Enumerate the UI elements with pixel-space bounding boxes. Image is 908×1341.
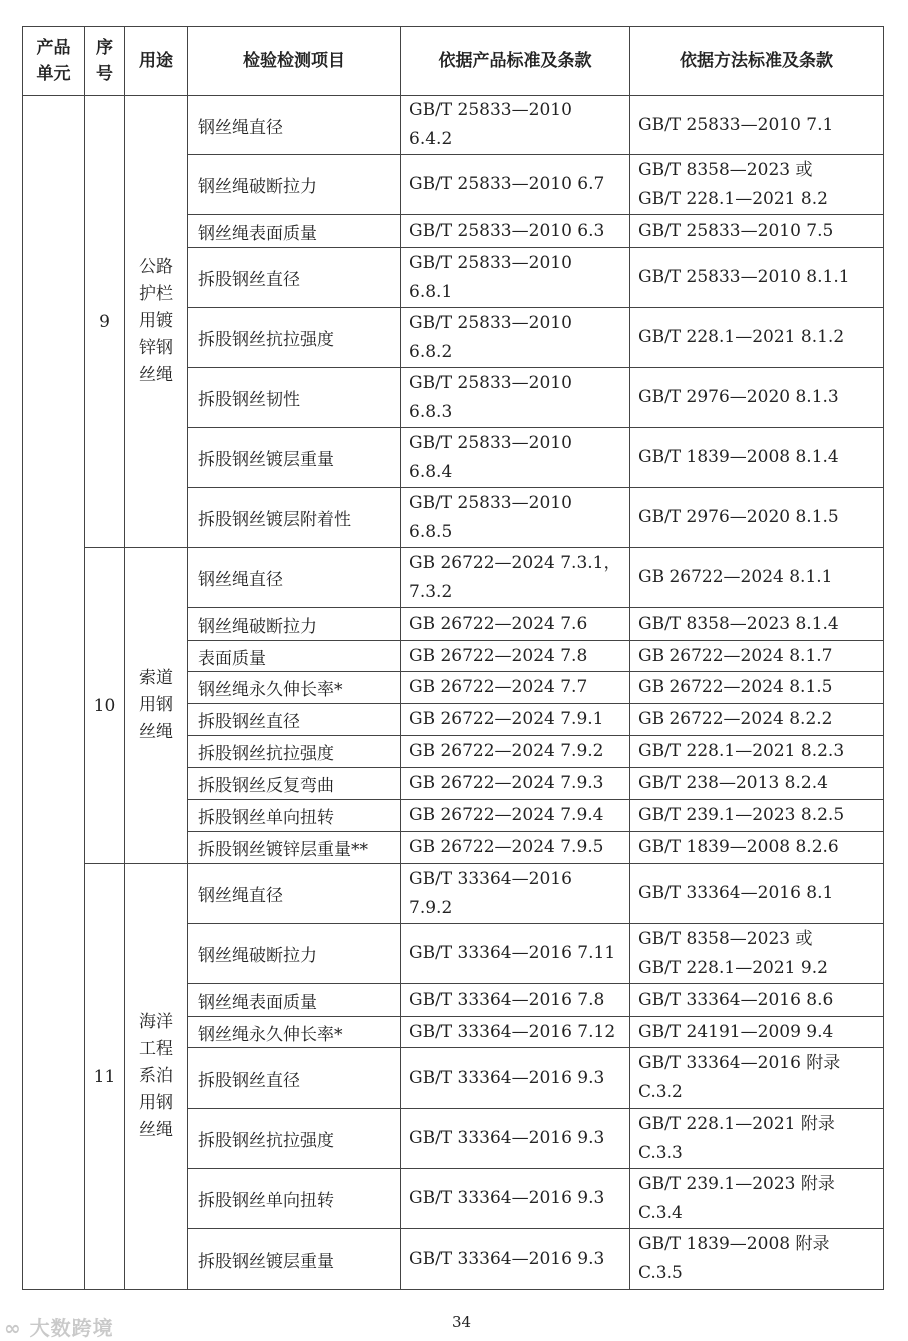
inspection-item-cell: 钢丝绳永久伸长率* [188, 1017, 401, 1048]
method-standard-cell: GB/T 24191—2009 9.4 [630, 1017, 884, 1048]
product-standard-cell: GB/T 25833—2010 6.8.1 [401, 248, 630, 308]
method-standard-cell: GB/T 2976—2020 8.1.3 [630, 368, 884, 428]
product-standard-cell: GB/T 33364—2016 7.12 [401, 1017, 630, 1048]
method-standard-cell: GB/T 25833—2010 7.5 [630, 215, 884, 248]
method-standard-cell: GB 26722—2024 8.2.2 [630, 704, 884, 736]
method-standard-cell: GB/T 2976—2020 8.1.5 [630, 488, 884, 548]
inspection-item-cell: 拆股钢丝镀锌层重量** [188, 832, 401, 864]
product-unit-cell [23, 96, 85, 1290]
seq-cell: 9 [85, 96, 125, 548]
header-item: 检验检测项目 [188, 27, 401, 96]
inspection-item-cell: 钢丝绳破断拉力 [188, 608, 401, 641]
method-standard-cell: GB/T 228.1—2021 8.1.2 [630, 308, 884, 368]
method-standard-cell: GB/T 1839—2008 8.1.4 [630, 428, 884, 488]
watermark-logo: ∞ 大数跨境 [4, 1316, 114, 1340]
method-standard-cell: GB/T 8358—2023 或 GB/T 228.1—2021 8.2 [630, 155, 884, 215]
method-standard-cell: GB 26722—2024 8.1.7 [630, 641, 884, 672]
product-standard-cell: GB/T 25833—2010 6.4.2 [401, 96, 630, 155]
inspection-item-cell: 拆股钢丝抗拉强度 [188, 308, 401, 368]
header-product-standard: 依据产品标准及条款 [401, 27, 630, 96]
method-standard-cell: GB/T 239.1—2023 附录 C.3.4 [630, 1169, 884, 1229]
product-standard-cell: GB 26722—2024 7.6 [401, 608, 630, 641]
header-use: 用途 [125, 27, 188, 96]
method-standard-cell: GB/T 239.1—2023 8.2.5 [630, 800, 884, 832]
method-standard-cell: GB/T 25833—2010 7.1 [630, 96, 884, 155]
method-standard-cell: GB 26722—2024 8.1.5 [630, 672, 884, 704]
inspection-item-cell: 拆股钢丝直径 [188, 248, 401, 308]
use-cell: 海洋 工程 系泊 用钢 丝绳 [125, 864, 188, 1290]
product-standard-cell: GB 26722—2024 7.3.1， 7.3.2 [401, 548, 630, 608]
product-standard-cell: GB/T 25833—2010 6.3 [401, 215, 630, 248]
inspection-item-cell: 拆股钢丝抗拉强度 [188, 736, 401, 768]
product-standard-cell: GB/T 25833—2010 6.8.5 [401, 488, 630, 548]
method-standard-cell: GB 26722—2024 8.1.1 [630, 548, 884, 608]
method-standard-cell: GB/T 1839—2008 8.2.6 [630, 832, 884, 864]
method-standard-cell: GB/T 8358—2023 8.1.4 [630, 608, 884, 641]
inspection-item-cell: 拆股钢丝镀层重量 [188, 1229, 401, 1290]
table-row [23, 96, 884, 155]
inspection-item-cell: 拆股钢丝单向扭转 [188, 800, 401, 832]
product-standard-cell: GB/T 25833—2010 6.8.2 [401, 308, 630, 368]
inspection-item-cell: 拆股钢丝抗拉强度 [188, 1109, 401, 1169]
product-standard-cell: GB 26722—2024 7.7 [401, 672, 630, 704]
method-standard-cell: GB/T 1839—2008 附录 C.3.5 [630, 1229, 884, 1290]
use-cell: 索道 用钢 丝绳 [125, 548, 188, 864]
inspection-item-cell: 钢丝绳直径 [188, 548, 401, 608]
method-standard-cell: GB/T 228.1—2021 附录 C.3.3 [630, 1109, 884, 1169]
method-standard-cell: GB/T 228.1—2021 8.2.3 [630, 736, 884, 768]
inspection-item-cell: 拆股钢丝韧性 [188, 368, 401, 428]
product-standard-cell: GB 26722—2024 7.9.1 [401, 704, 630, 736]
header-method-standard: 依据方法标准及条款 [630, 27, 884, 96]
inspection-item-cell: 拆股钢丝直径 [188, 1048, 401, 1109]
inspection-item-cell: 钢丝绳表面质量 [188, 984, 401, 1017]
product-standard-cell: GB/T 25833—2010 6.8.3 [401, 368, 630, 428]
table-header-row [23, 27, 884, 96]
product-standard-cell: GB/T 33364—2016 9.3 [401, 1229, 630, 1290]
table-row [23, 864, 884, 924]
header-product-unit: 产品 单元 [23, 27, 85, 96]
method-standard-cell: GB/T 238—2013 8.2.4 [630, 768, 884, 800]
product-standard-cell: GB/T 33364—2016 7.9.2 [401, 864, 630, 924]
inspection-item-cell: 表面质量 [188, 641, 401, 672]
product-standard-cell: GB/T 33364—2016 7.11 [401, 924, 630, 984]
product-standard-cell: GB 26722—2024 7.9.5 [401, 832, 630, 864]
inspection-item-cell: 拆股钢丝单向扭转 [188, 1169, 401, 1229]
page-number: 34 [452, 1313, 472, 1331]
inspection-item-cell: 拆股钢丝直径 [188, 704, 401, 736]
inspection-item-cell: 拆股钢丝镀层重量 [188, 428, 401, 488]
inspection-item-cell: 钢丝绳表面质量 [188, 215, 401, 248]
method-standard-cell: GB/T 8358—2023 或 GB/T 228.1—2021 9.2 [630, 924, 884, 984]
method-standard-cell: GB/T 25833—2010 8.1.1 [630, 248, 884, 308]
product-standard-cell: GB/T 25833—2010 6.7 [401, 155, 630, 215]
inspection-item-cell: 拆股钢丝反复弯曲 [188, 768, 401, 800]
use-cell: 公路 护栏 用镀 锌钢 丝绳 [125, 96, 188, 548]
product-standard-cell: GB/T 33364—2016 9.3 [401, 1169, 630, 1229]
inspection-item-cell: 钢丝绳直径 [188, 96, 401, 155]
inspection-standards-table [22, 26, 884, 1290]
product-standard-cell: GB/T 25833—2010 6.8.4 [401, 428, 630, 488]
product-standard-cell: GB 26722—2024 7.9.4 [401, 800, 630, 832]
inspection-item-cell: 钢丝绳直径 [188, 864, 401, 924]
inspection-item-cell: 钢丝绳永久伸长率* [188, 672, 401, 704]
method-standard-cell: GB/T 33364—2016 8.1 [630, 864, 884, 924]
product-standard-cell: GB/T 33364—2016 9.3 [401, 1048, 630, 1109]
header-seq: 序 号 [85, 27, 125, 96]
inspection-item-cell: 钢丝绳破断拉力 [188, 924, 401, 984]
method-standard-cell: GB/T 33364—2016 8.6 [630, 984, 884, 1017]
product-standard-cell: GB 26722—2024 7.9.2 [401, 736, 630, 768]
method-standard-cell: GB/T 33364—2016 附录 C.3.2 [630, 1048, 884, 1109]
product-standard-cell: GB/T 33364—2016 9.3 [401, 1109, 630, 1169]
inspection-item-cell: 拆股钢丝镀层附着性 [188, 488, 401, 548]
seq-cell: 10 [85, 548, 125, 864]
table-row [23, 548, 884, 608]
product-standard-cell: GB 26722—2024 7.8 [401, 641, 630, 672]
product-standard-cell: GB 26722—2024 7.9.3 [401, 768, 630, 800]
product-standard-cell: GB/T 33364—2016 7.8 [401, 984, 630, 1017]
inspection-item-cell: 钢丝绳破断拉力 [188, 155, 401, 215]
seq-cell: 11 [85, 864, 125, 1290]
